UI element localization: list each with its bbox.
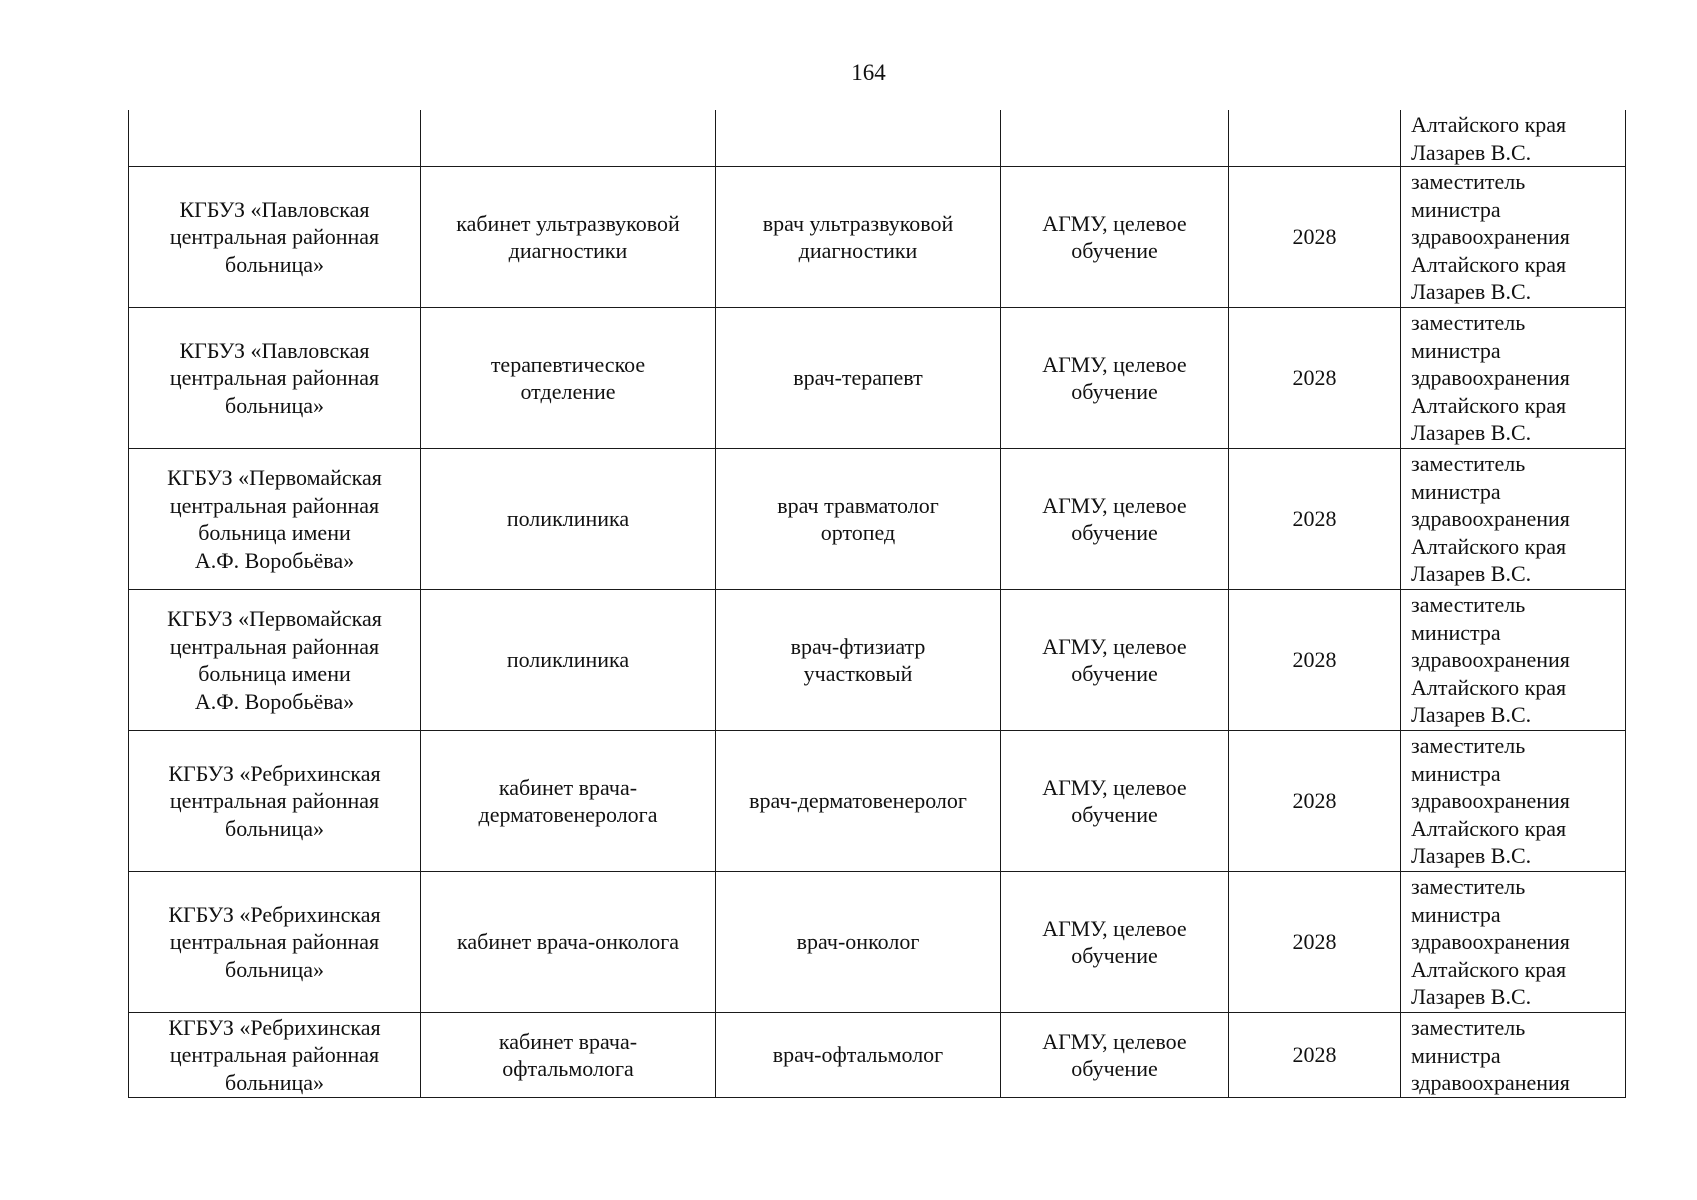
approver-cell: заместитель министра здравоохранения Алтайского края Лазарев В.С. (1401, 308, 1626, 449)
institution-cell (129, 110, 421, 167)
department-cell (421, 110, 716, 167)
department-cell: поликлиника (421, 449, 716, 590)
position-cell: врач-онколог (716, 872, 1001, 1013)
year-cell: 2028 (1229, 872, 1401, 1013)
position-cell: врач травматолог ортопед (716, 449, 1001, 590)
approver-cell: заместитель министра здравоохранения Алтайского края Лазарев В.С. (1401, 731, 1626, 872)
approver-cell: заместитель министра здравоохранения Алтайского края Лазарев В.С. (1401, 449, 1626, 590)
year-cell: 2028 (1229, 308, 1401, 449)
approver-cell: заместитель министра здравоохранения (1401, 1013, 1626, 1098)
year-cell: 2028 (1229, 167, 1401, 308)
department-cell: поликлиника (421, 590, 716, 731)
source-cell: АГМУ, целевое обучение (1001, 872, 1229, 1013)
position-cell (716, 110, 1001, 167)
department-cell: терапевтическое отделение (421, 308, 716, 449)
position-cell: врач-терапевт (716, 308, 1001, 449)
source-cell: АГМУ, целевое обучение (1001, 449, 1229, 590)
approver-cell: заместитель министра здравоохранения Алтайского края Лазарев В.С. (1401, 590, 1626, 731)
department-cell: кабинет врача-онколога (421, 872, 716, 1013)
institution-cell: КГБУЗ «Ребрихинская центральная районная больница» (129, 872, 421, 1013)
year-cell: 2028 (1229, 731, 1401, 872)
table-row (129, 449, 1626, 590)
source-cell: АГМУ, целевое обучение (1001, 167, 1229, 308)
institution-cell: КГБУЗ «Ребрихинская центральная районная больница» (129, 731, 421, 872)
table-row (129, 731, 1626, 872)
department-cell: кабинет врача- офтальмолога (421, 1013, 716, 1098)
table-row (129, 872, 1626, 1013)
source-cell: АГМУ, целевое обучение (1001, 308, 1229, 449)
institution-cell: КГБУЗ «Павловская центральная районная больница» (129, 167, 421, 308)
position-cell: врач-офтальмолог (716, 1013, 1001, 1098)
source-cell: АГМУ, целевое обучение (1001, 590, 1229, 731)
table-row (129, 1013, 1626, 1098)
institution-cell: КГБУЗ «Ребрихинская центральная районная больница» (129, 1013, 421, 1098)
department-cell: кабинет ультразвуковой диагностики (421, 167, 716, 308)
table-row (129, 308, 1626, 449)
approver-cell: заместитель министра здравоохранения Алтайского края Лазарев В.С. (1401, 167, 1626, 308)
position-cell: врач-дерматовенеролог (716, 731, 1001, 872)
institution-cell: КГБУЗ «Первомайская центральная районная больница имени А.Ф. Воробьёва» (129, 449, 421, 590)
position-cell: врач-фтизиатр участковый (716, 590, 1001, 731)
department-cell: кабинет врача- дерматовенеролога (421, 731, 716, 872)
table-row (129, 590, 1626, 731)
approver-cell: Алтайского края Лазарев В.С. (1401, 110, 1626, 167)
year-cell: 2028 (1229, 1013, 1401, 1098)
year-cell (1229, 110, 1401, 167)
page-number: 164 (851, 60, 886, 85)
source-cell (1001, 110, 1229, 167)
source-cell: АГМУ, целевое обучение (1001, 1013, 1229, 1098)
year-cell: 2028 (1229, 590, 1401, 731)
staffing-table (128, 110, 1626, 1098)
approver-cell: заместитель министра здравоохранения Алтайского края Лазарев В.С. (1401, 872, 1626, 1013)
table-row (129, 167, 1626, 308)
institution-cell: КГБУЗ «Павловская центральная районная больница» (129, 308, 421, 449)
position-cell: врач ультразвуковой диагностики (716, 167, 1001, 308)
source-cell: АГМУ, целевое обучение (1001, 731, 1229, 872)
institution-cell: КГБУЗ «Первомайская центральная районная больница имени А.Ф. Воробьёва» (129, 590, 421, 731)
year-cell: 2028 (1229, 449, 1401, 590)
table-row-continuation (129, 110, 1626, 167)
